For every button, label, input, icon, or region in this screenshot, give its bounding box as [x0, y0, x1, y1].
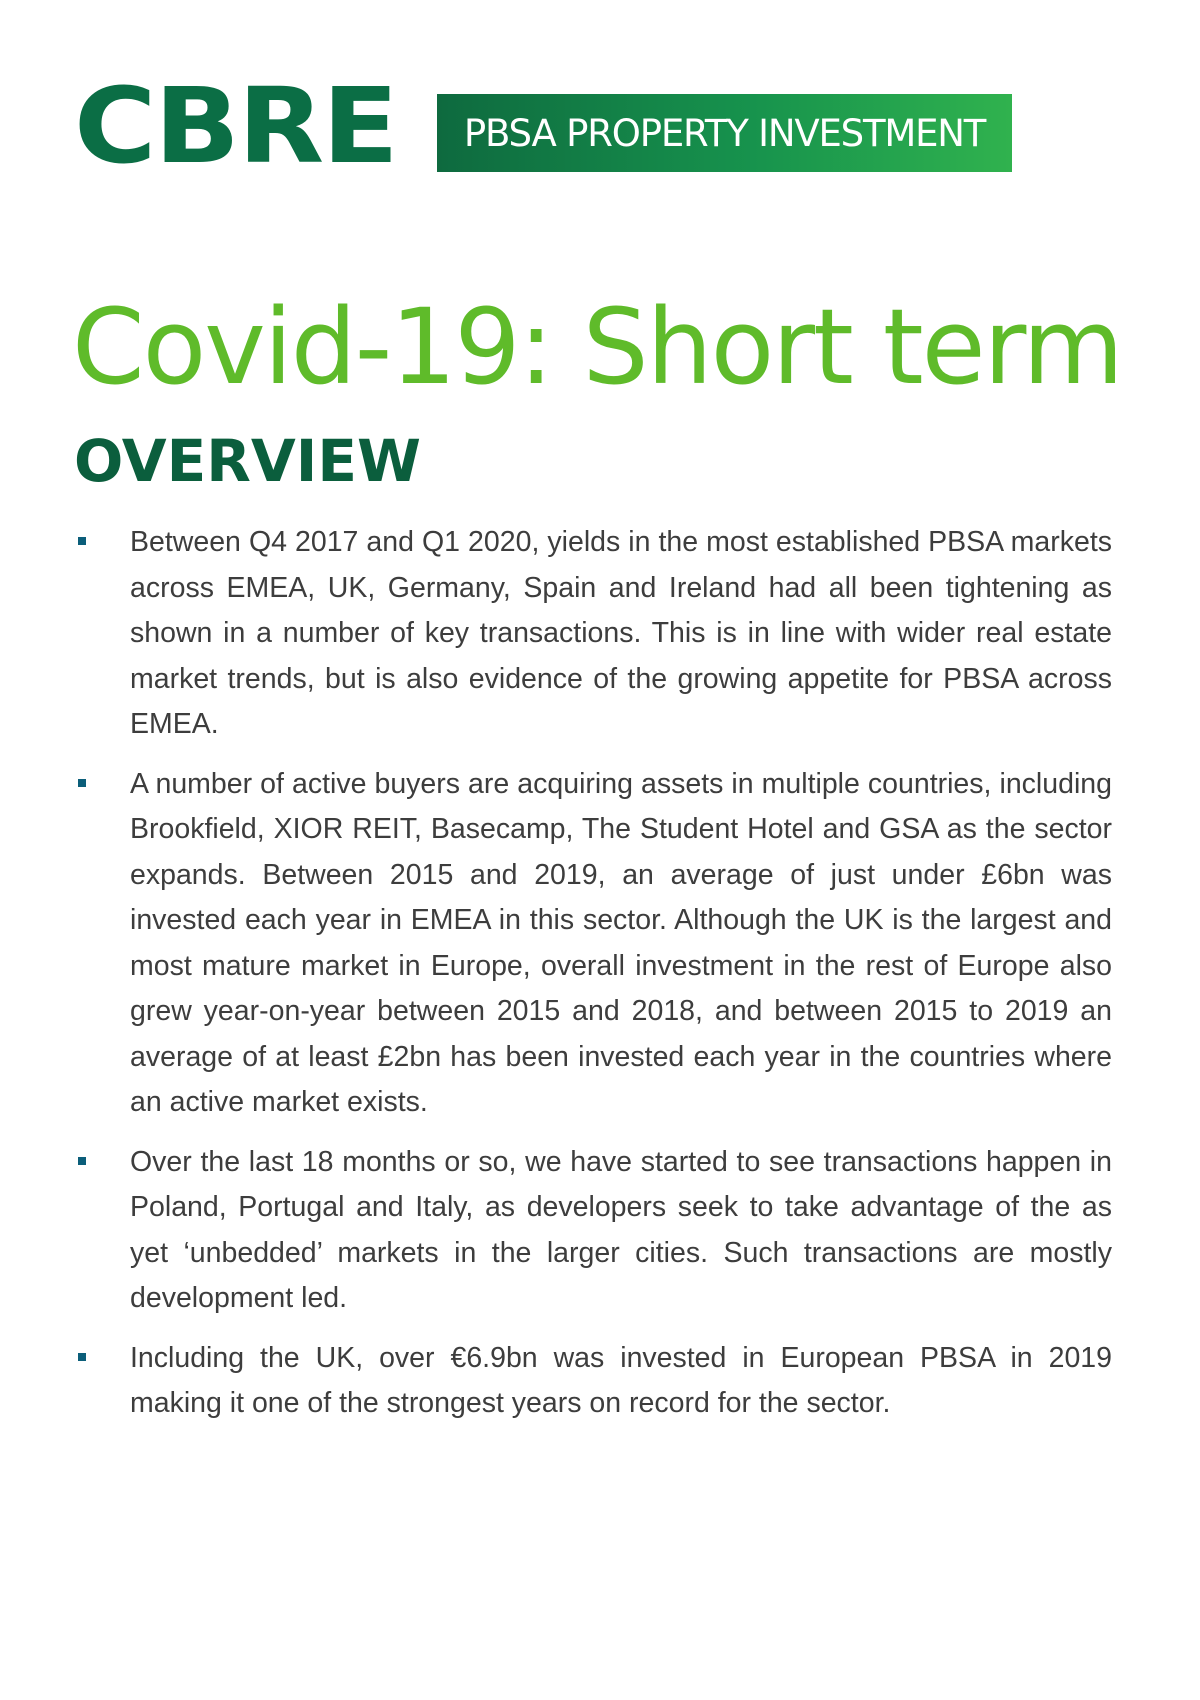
bullet-square-icon [78, 1157, 86, 1165]
section-badge [437, 94, 1012, 172]
list-item [72, 1140, 1112, 1322]
list-item-text: Over the last 18 months or so, we have started to see transactions happen in Poland, Portugal and Italy, as developers seek to take advantage of the as yet ‘unbedded’ markets in the larger cities. Such transactions are mostly development led. [130, 1145, 1112, 1314]
list-item-text: Between Q4 2017 and Q1 2020, yields in the most established PBSA markets across EMEA, UK, Germany, Spain and Ireland had all been tightening as shown in a number of key transactions. This is in line with wider real estate market trends, but is also evidence of the growing appetite for PBSA across EMEA. [130, 526, 1112, 740]
bullet-list [72, 520, 1112, 1441]
list-item-text: Including the UK, over €6.9bn was invested in European PBSA in 2019 making it one of the strongest years on record for the sector. [130, 1341, 1112, 1419]
bullet-square-icon [78, 537, 86, 545]
list-item [72, 762, 1112, 1126]
bullet-square-icon [78, 779, 86, 787]
page-title: Covid-19: Short term [72, 286, 1122, 408]
list-item [72, 1336, 1112, 1427]
section-heading: OVERVIEW [74, 427, 421, 495]
list-item-text: A number of active buyers are acquiring assets in multiple countries, including Brookfield, XIOR REIT, Basecamp, The Student Hotel and GSA as the sector expands. Between 2015 and 2019, an average of just under £6bn was invested each year in EMEA in this sector. Although the UK is the largest and most mature market in Europe, overall investment in the rest of Europe also grew year-on-year between 2015 and 2018, and between 2015 to 2019 an average of at least £2bn has been invested each year in the countries where an active market exists. [130, 767, 1112, 1118]
section-badge-label: PBSA PROPERTY INVESTMENT [463, 111, 986, 155]
cbre-logo: CBRE [74, 65, 397, 187]
list-item [72, 520, 1112, 748]
bullet-square-icon [78, 1353, 86, 1361]
